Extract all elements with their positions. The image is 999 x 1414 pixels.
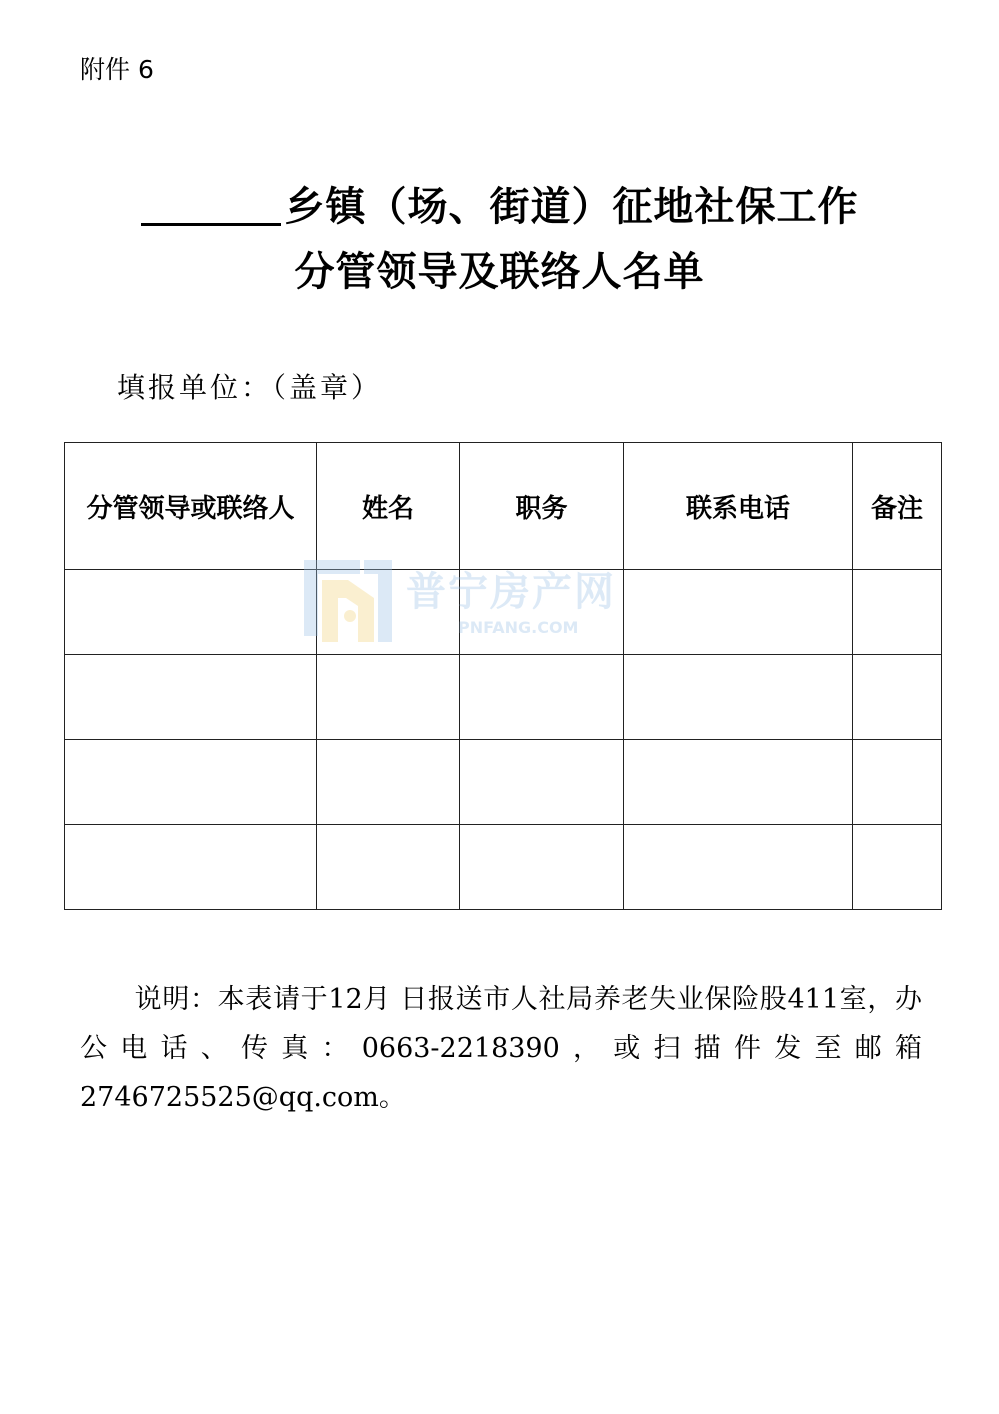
table-row [65,740,942,825]
table-cell[interactable] [853,655,942,740]
header-position: 职务 [460,443,624,570]
table-cell[interactable] [65,655,317,740]
watermark-text: 普宁房产网 [406,569,616,615]
contact-table [64,442,942,910]
watermark-sub: PNFANG.COM [458,618,579,637]
watermark [298,552,643,652]
house-logo-icon [298,552,398,648]
table-cell[interactable] [65,740,317,825]
table-cell[interactable] [317,825,460,910]
table-cell[interactable] [460,655,624,740]
header-name: 姓名 [317,443,460,570]
header-remark: 备注 [853,443,942,570]
table-row [65,655,942,740]
header-phone: 联系电话 [624,443,853,570]
note-text: 说明：本表请于12月 日报送市人社局养老失业保险股411室，办公电话、传真：0663-2218390，或扫描件发至邮箱2746725525@qq.com。 [80,984,922,1113]
table-cell[interactable] [624,825,853,910]
table-row [65,825,942,910]
title-blank [141,183,281,226]
table-cell[interactable] [317,655,460,740]
table-cell[interactable] [624,740,853,825]
page-title-line1 [0,175,999,232]
table-cell[interactable] [624,655,853,740]
table-cell[interactable] [853,570,942,655]
table-cell[interactable] [853,740,942,825]
table-cell[interactable] [460,825,624,910]
table-header-row [65,443,942,570]
table-cell[interactable] [317,740,460,825]
title-line1-text: 乡镇（场、街道）征地社保工作 [284,184,859,230]
attachment-label: 附件 6 [80,55,154,84]
header-role: 分管领导或联络人 [65,443,317,570]
table-cell[interactable] [65,825,317,910]
filling-unit: 填报单位：（盖章） [117,371,383,404]
page-title-line2: 分管领导及联络人名单 [294,249,705,295]
table-cell[interactable] [853,825,942,910]
table-cell[interactable] [460,740,624,825]
note-paragraph [80,975,922,1122]
table-cell[interactable] [65,570,317,655]
table-cell[interactable] [624,570,853,655]
